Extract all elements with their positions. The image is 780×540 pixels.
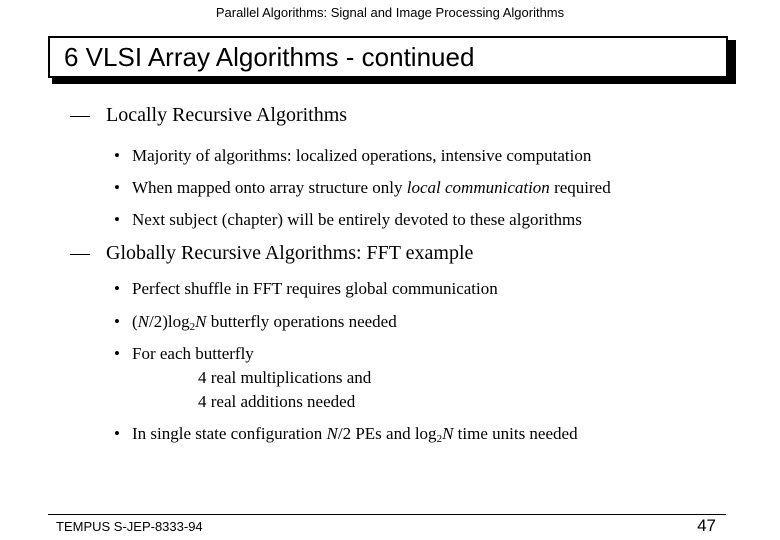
bullet-subline: 4 real multiplications and bbox=[198, 368, 372, 387]
bullet-text: For each butterfly bbox=[132, 344, 254, 363]
math-var: N bbox=[326, 424, 338, 443]
bullet-text: /2)log bbox=[149, 312, 190, 331]
bullet-text: Perfect shuffle in FFT requires global communication bbox=[132, 279, 498, 298]
bullet-item bbox=[114, 424, 578, 444]
bullet-text: ( bbox=[132, 312, 138, 331]
subscript: 2 bbox=[189, 321, 196, 333]
page-number: 47 bbox=[697, 516, 716, 535]
bullet-subline: 4 real additions needed bbox=[198, 392, 356, 411]
section-heading-text: Locally Recursive Algorithms bbox=[106, 104, 348, 126]
bullet-item bbox=[114, 146, 591, 166]
bullet-item bbox=[114, 344, 254, 364]
section-heading-text: Globally Recursive Algorithms: FFT example bbox=[106, 242, 474, 264]
bullet-text: When mapped onto array structure only bbox=[132, 178, 407, 197]
section-heading-locally-recursive bbox=[70, 104, 347, 127]
math-var: N bbox=[137, 312, 150, 331]
bullet-emphasis: local communication bbox=[406, 178, 550, 197]
bullet-icon: • bbox=[114, 279, 120, 298]
bullet-icon: • bbox=[114, 344, 120, 363]
dash-marker: — bbox=[70, 242, 90, 264]
bullet-item bbox=[114, 312, 397, 332]
slide-header: Parallel Algorithms: Signal and Image Processing Algorithms bbox=[215, 5, 565, 20]
section-heading-globally-recursive bbox=[70, 242, 473, 265]
bullet-icon: • bbox=[114, 178, 120, 197]
bullet-icon: • bbox=[114, 424, 120, 443]
bullet-icon: • bbox=[114, 146, 120, 165]
bullet-icon: • bbox=[114, 312, 120, 331]
bullet-item bbox=[114, 178, 611, 198]
footer-label: TEMPUS S-JEP-8333-94 bbox=[56, 519, 203, 534]
bullet-text: In single state configuration bbox=[132, 424, 327, 443]
math-var: N bbox=[195, 312, 207, 331]
dash-marker: — bbox=[70, 104, 90, 126]
math-var: N bbox=[442, 424, 454, 443]
bullet-text: Next subject (chapter) will be entirely devoted to these algorithms bbox=[132, 210, 582, 229]
bullet-text: Majority of algorithms: localized operations, intensive computation bbox=[132, 146, 592, 165]
subscript: 2 bbox=[436, 433, 443, 445]
bullet-text: /2 PEs and log bbox=[337, 424, 437, 443]
footer-divider bbox=[48, 514, 726, 515]
bullet-item bbox=[114, 279, 498, 299]
bullet-text: butterfly operations needed bbox=[206, 312, 397, 331]
bullet-text: required bbox=[549, 178, 611, 197]
slide-title: 6 VLSI Array Algorithms - continued bbox=[48, 36, 728, 78]
bullet-text: time units needed bbox=[453, 424, 578, 443]
bullet-icon: • bbox=[114, 210, 120, 229]
bullet-item bbox=[114, 210, 582, 230]
